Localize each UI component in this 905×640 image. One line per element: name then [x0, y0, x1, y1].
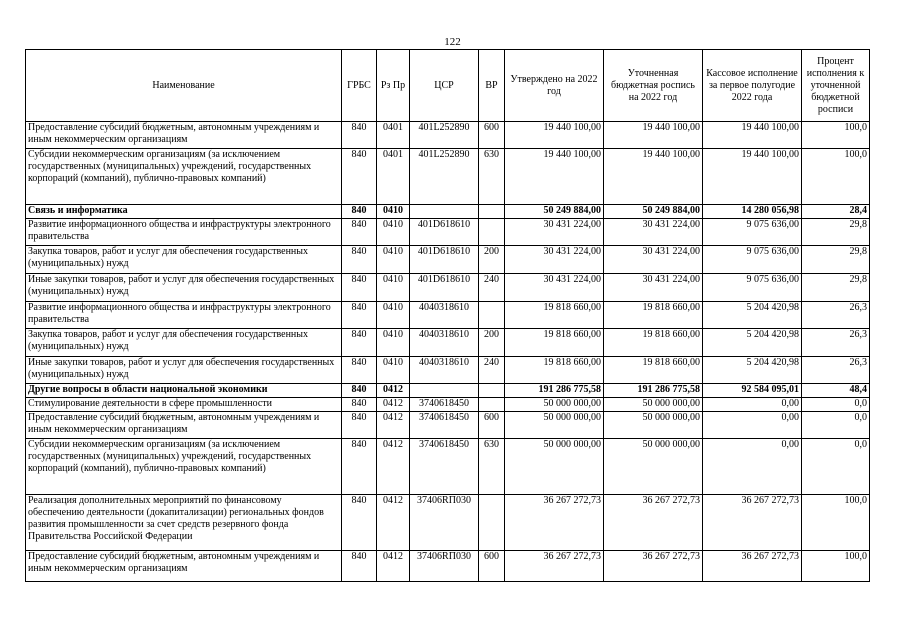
header-rz-pr: Рз Пр [377, 50, 410, 122]
table-cell-csr: 4040318610 [410, 302, 479, 329]
header-name: Наименование [26, 50, 342, 122]
table-cell-rz-pr: 0412 [377, 384, 410, 398]
table-cell-csr: 401D618610 [410, 219, 479, 246]
table-cell-refined: 36 267 272,73 [604, 495, 703, 551]
table-cell-percent: 26,3 [802, 357, 870, 384]
table-cell-csr: 3740618450 [410, 439, 479, 495]
table-cell-csr: 401D618610 [410, 274, 479, 302]
table-cell-grbs: 840 [342, 122, 377, 149]
table-cell-refined: 19 818 660,00 [604, 357, 703, 384]
header-percent: Процент исполнения к уточненной бюджетной росписи [802, 50, 870, 122]
table-cell-name: Закупка товаров, работ и услуг для обеспечения государственных (муниципальных) нужд [26, 246, 342, 274]
table-cell-approved: 50 000 000,00 [505, 439, 604, 495]
table-cell-refined: 30 431 224,00 [604, 219, 703, 246]
table-cell-approved: 19 818 660,00 [505, 302, 604, 329]
table-cell-rz-pr: 0410 [377, 219, 410, 246]
table-cell-vr: 630 [479, 439, 505, 495]
table-cell-vr [479, 384, 505, 398]
table-cell-approved: 30 431 224,00 [505, 219, 604, 246]
table-cell-rz-pr: 0410 [377, 357, 410, 384]
table-cell-csr: 401L252890 [410, 122, 479, 149]
table-cell-cash: 5 204 420,98 [703, 329, 802, 357]
table-cell-grbs: 840 [342, 551, 377, 582]
table-row-section [26, 384, 870, 398]
table-cell-percent: 26,3 [802, 329, 870, 357]
table-cell-grbs: 840 [342, 205, 377, 219]
table-cell-csr: 3740618450 [410, 398, 479, 412]
table-cell-csr: 3740618450 [410, 412, 479, 439]
table-cell-percent: 100,0 [802, 122, 870, 149]
table-row [26, 551, 870, 582]
table-cell-cash: 92 584 095,01 [703, 384, 802, 398]
table-cell-name: Связь и информатика [26, 205, 342, 219]
table-cell-grbs: 840 [342, 439, 377, 495]
table-cell-approved: 50 249 884,00 [505, 205, 604, 219]
table-cell-rz-pr: 0412 [377, 551, 410, 582]
table-cell-rz-pr: 0401 [377, 149, 410, 205]
table-cell-cash: 14 280 056,98 [703, 205, 802, 219]
table-cell-percent: 0,0 [802, 398, 870, 412]
table-cell-refined: 19 818 660,00 [604, 302, 703, 329]
table-cell-refined: 50 000 000,00 [604, 398, 703, 412]
table-cell-cash: 19 440 100,00 [703, 122, 802, 149]
table-cell-name: Развитие информационного общества и инфраструктуры электронного правительства [26, 302, 342, 329]
table-cell-name: Предоставление субсидий бюджетным, автономным учреждениям и иным некоммерческим организациям [26, 412, 342, 439]
table-cell-refined: 50 249 884,00 [604, 205, 703, 219]
table-cell-cash: 9 075 636,00 [703, 219, 802, 246]
header-row [26, 50, 870, 122]
table-cell-grbs: 840 [342, 274, 377, 302]
header-approved: Утверждено на 2022 год [505, 50, 604, 122]
table-cell-percent: 28,4 [802, 205, 870, 219]
table-cell-cash: 19 440 100,00 [703, 149, 802, 205]
table-cell-vr [479, 302, 505, 329]
table-cell-vr: 630 [479, 149, 505, 205]
table-cell-vr: 600 [479, 122, 505, 149]
header-csr: ЦСР [410, 50, 479, 122]
table-cell-cash: 9 075 636,00 [703, 274, 802, 302]
table-row [26, 149, 870, 205]
table-row [26, 246, 870, 274]
table-cell-rz-pr: 0412 [377, 439, 410, 495]
table-row [26, 439, 870, 495]
table-cell-cash: 5 204 420,98 [703, 357, 802, 384]
header-refined: Уточненная бюджетная роспись на 2022 год [604, 50, 703, 122]
table-row [26, 357, 870, 384]
table-row [26, 219, 870, 246]
table-cell-csr: 401L252890 [410, 149, 479, 205]
table-cell-grbs: 840 [342, 495, 377, 551]
header-vr: ВР [479, 50, 505, 122]
table-cell-approved: 30 431 224,00 [505, 274, 604, 302]
table-cell-name: Другие вопросы в области национальной экономики [26, 384, 342, 398]
table-cell-approved: 19 818 660,00 [505, 329, 604, 357]
table-row [26, 495, 870, 551]
table-cell-refined: 30 431 224,00 [604, 246, 703, 274]
table-cell-cash: 9 075 636,00 [703, 246, 802, 274]
table-row [26, 274, 870, 302]
table-cell-vr [479, 495, 505, 551]
table-cell-percent: 48,4 [802, 384, 870, 398]
table-cell-refined: 19 818 660,00 [604, 329, 703, 357]
table-cell-rz-pr: 0410 [377, 329, 410, 357]
table-cell-csr: 401D618610 [410, 246, 479, 274]
table-cell-refined: 36 267 272,73 [604, 551, 703, 582]
table-cell-csr: 37406RП030 [410, 495, 479, 551]
table-cell-rz-pr: 0412 [377, 398, 410, 412]
table-cell-vr: 240 [479, 274, 505, 302]
table-cell-name: Стимулирование деятельности в сфере промышленности [26, 398, 342, 412]
table-cell-grbs: 840 [342, 302, 377, 329]
table-cell-percent: 0,0 [802, 412, 870, 439]
table-cell-grbs: 840 [342, 329, 377, 357]
table-cell-approved: 36 267 272,73 [505, 551, 604, 582]
table-cell-approved: 50 000 000,00 [505, 398, 604, 412]
table-cell-approved: 50 000 000,00 [505, 412, 604, 439]
table-cell-approved: 19 440 100,00 [505, 122, 604, 149]
table-row [26, 329, 870, 357]
table-cell-name: Субсидии некоммерческим организациям (за исключением государственных (муниципальных) учреждений, государственных корпораций (компаний), публично-правовых компаний) [26, 439, 342, 495]
table-cell-refined: 50 000 000,00 [604, 439, 703, 495]
header-grbs: ГРБС [342, 50, 377, 122]
table-body [26, 122, 870, 582]
table-cell-csr [410, 384, 479, 398]
table-cell-percent: 100,0 [802, 495, 870, 551]
table-cell-vr [479, 219, 505, 246]
table-cell-cash: 36 267 272,73 [703, 551, 802, 582]
table-cell-refined: 50 000 000,00 [604, 412, 703, 439]
table-cell-vr: 600 [479, 551, 505, 582]
table-cell-rz-pr: 0410 [377, 246, 410, 274]
table-cell-cash: 36 267 272,73 [703, 495, 802, 551]
table-cell-refined: 19 440 100,00 [604, 149, 703, 205]
table-cell-grbs: 840 [342, 357, 377, 384]
table-cell-cash: 0,00 [703, 398, 802, 412]
table-cell-name: Предоставление субсидий бюджетным, автономным учреждениям и иным некоммерческим организациям [26, 551, 342, 582]
table-cell-refined: 30 431 224,00 [604, 274, 703, 302]
table-cell-csr: 4040318610 [410, 357, 479, 384]
table-cell-percent: 26,3 [802, 302, 870, 329]
table-cell-csr: 4040318610 [410, 329, 479, 357]
table-cell-name: Субсидии некоммерческим организациям (за исключением государственных (муниципальных) учреждений, государственных корпораций (компаний), публично-правовых компаний) [26, 149, 342, 205]
table-cell-cash: 0,00 [703, 439, 802, 495]
table-cell-name: Иные закупки товаров, работ и услуг для обеспечения государственных (муниципальных) нужд [26, 274, 342, 302]
table-cell-percent: 100,0 [802, 551, 870, 582]
table-cell-vr: 600 [479, 412, 505, 439]
table-cell-rz-pr: 0401 [377, 122, 410, 149]
table-cell-vr [479, 398, 505, 412]
table-cell-refined: 191 286 775,58 [604, 384, 703, 398]
table-cell-vr: 200 [479, 246, 505, 274]
table-cell-percent: 0,0 [802, 439, 870, 495]
table-cell-approved: 191 286 775,58 [505, 384, 604, 398]
table-cell-name: Предоставление субсидий бюджетным, автономным учреждениям и иным некоммерческим организациям [26, 122, 342, 149]
table-cell-grbs: 840 [342, 412, 377, 439]
table-cell-approved: 36 267 272,73 [505, 495, 604, 551]
table-cell-rz-pr: 0412 [377, 412, 410, 439]
table-cell-name: Развитие информационного общества и инфраструктуры электронного правительства [26, 219, 342, 246]
table-cell-vr: 240 [479, 357, 505, 384]
table-cell-cash: 0,00 [703, 412, 802, 439]
table-cell-rz-pr: 0410 [377, 274, 410, 302]
table-cell-rz-pr: 0410 [377, 205, 410, 219]
table-cell-grbs: 840 [342, 149, 377, 205]
page-number: 122 [444, 36, 461, 48]
table-cell-grbs: 840 [342, 384, 377, 398]
table-cell-grbs: 840 [342, 398, 377, 412]
table-row [26, 122, 870, 149]
table-cell-vr [479, 205, 505, 219]
table-cell-approved: 19 818 660,00 [505, 357, 604, 384]
table-cell-rz-pr: 0410 [377, 302, 410, 329]
table-row [26, 412, 870, 439]
table-cell-approved: 19 440 100,00 [505, 149, 604, 205]
table-cell-percent: 100,0 [802, 149, 870, 205]
table-cell-percent: 29,8 [802, 219, 870, 246]
table-cell-percent: 29,8 [802, 274, 870, 302]
table-cell-csr: 37406RП030 [410, 551, 479, 582]
table-cell-rz-pr: 0412 [377, 495, 410, 551]
table-cell-approved: 30 431 224,00 [505, 246, 604, 274]
table-row [26, 398, 870, 412]
table-cell-name: Иные закупки товаров, работ и услуг для обеспечения государственных (муниципальных) нужд [26, 357, 342, 384]
table-cell-percent: 29,8 [802, 246, 870, 274]
header-cash: Кассовое исполнение за первое полугодие 2022 года [703, 50, 802, 122]
table-cell-grbs: 840 [342, 246, 377, 274]
budget-table [25, 49, 870, 582]
table-row-section [26, 205, 870, 219]
table-cell-refined: 19 440 100,00 [604, 122, 703, 149]
table-cell-vr: 200 [479, 329, 505, 357]
table-cell-name: Реализация дополнительных мероприятий по финансовому обеспечению деятельности (докапитализации) региональных фондов развития промышленности за счет средств резервного фонда Правительства Российской Федерации [26, 495, 342, 551]
table-cell-csr [410, 205, 479, 219]
table-cell-name: Закупка товаров, работ и услуг для обеспечения государственных (муниципальных) нужд [26, 329, 342, 357]
table-row [26, 302, 870, 329]
table-cell-cash: 5 204 420,98 [703, 302, 802, 329]
table-cell-grbs: 840 [342, 219, 377, 246]
